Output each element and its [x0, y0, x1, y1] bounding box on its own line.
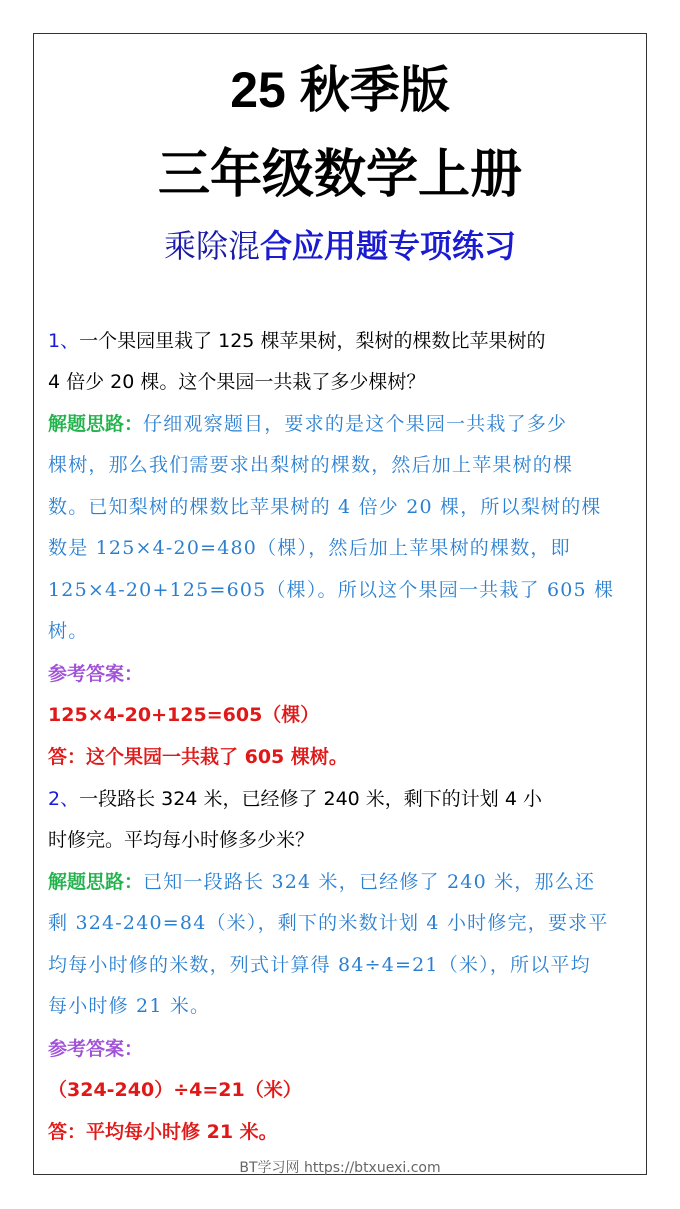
subtitle: [0, 224, 680, 268]
problem1-formula: 125×4-20+125=605（棵）: [48, 704, 320, 726]
problem2-hint-label: 解题思路：: [48, 871, 144, 893]
problem2-hint-line2: 剩 324-240=84（米），剩下的米数计划 4 小时修完，要求平: [48, 912, 609, 934]
problem1-answer: 答：这个果园一共栽了 605 棵树。: [48, 746, 348, 768]
problem1-reference-label: 参考答案：: [48, 663, 144, 685]
problem2-formula: （324-240）÷4=21（米）: [48, 1079, 302, 1101]
problem2-question-line1: 2、一段路长 324 米，已经修了 240 米，剩下的计划 4 小: [48, 788, 542, 810]
problem2-reference-label: 参考答案：: [48, 1038, 144, 1060]
problem1-question-line2: 4 倍少 20 棵。这个果园一共栽了多少棵树？: [48, 371, 426, 393]
subtitle-part2: 合应用题专项练习: [260, 227, 517, 265]
problem2-hint-line3: 均每小时修的米数，列式计算得 84÷4=21（米），所以平均: [48, 954, 591, 976]
title-grade-subject: 三年级数学上册: [157, 145, 522, 205]
problem1-number: 1、: [48, 330, 80, 352]
problem2-question-line2: 时修完。平均每小时修多少米？: [48, 829, 315, 851]
problem1-hint-line5: 125×4-20+125=605（棵）。所以这个果园一共栽了 605 棵: [48, 579, 615, 601]
problem2-number: 2、: [48, 788, 80, 810]
problem1-hint-line4: 数是 125×4-20=480（棵），然后加上苹果树的棵数，即: [48, 537, 571, 559]
problem1-hint-line2: 棵树，那么我们需要求出梨树的棵数，然后加上苹果树的棵: [48, 454, 574, 476]
problem1-hint-line6: 树。: [48, 620, 89, 642]
title-edition: 25 秋季版: [230, 62, 450, 118]
problem1-hint-line1: 解题思路：仔细观察题目，要求的是这个果园一共栽了多少: [48, 413, 568, 435]
problem2-hint-line4: 每小时修 21 米。: [48, 995, 211, 1017]
problem1-hint-line3: 数。已知梨树的棵数比苹果树的 4 倍少 20 棵，所以梨树的棵: [48, 496, 602, 518]
problem2-answer: 答：平均每小时修 21 米。: [48, 1121, 278, 1143]
problem1-hint-label: 解题思路：: [48, 413, 144, 435]
footer-source: BT学习网 https://btxuexi.com: [239, 1160, 441, 1176]
subtitle-part1: 乘除混: [163, 227, 260, 265]
problem1-question-line1: 1、一个果园里栽了 125 棵苹果树，梨树的棵数比苹果树的: [48, 330, 546, 352]
problem2-hint-line1: 解题思路：已知一段路长 324 米，已经修了 240 米，那么还: [48, 871, 596, 893]
